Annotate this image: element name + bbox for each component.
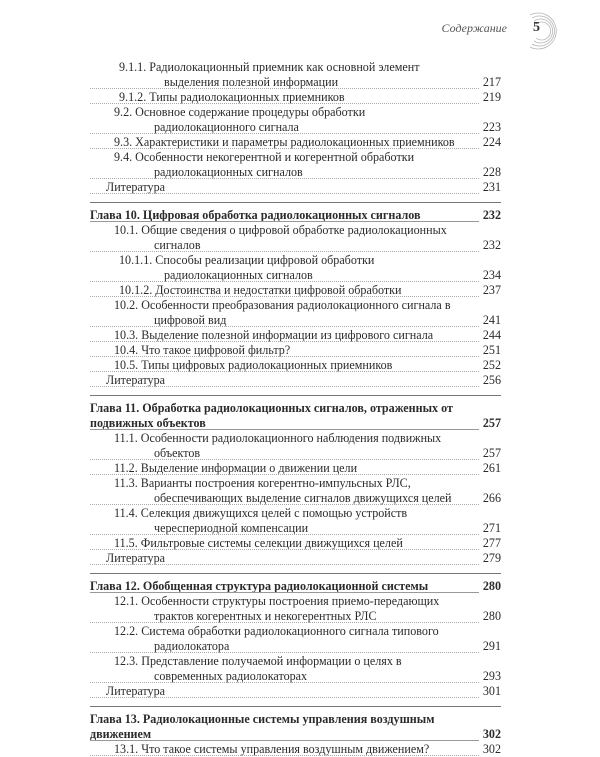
toc-page-number: 280	[479, 579, 501, 594]
toc-entry-text: Характеристики и параметры радиолокационных приемников	[135, 135, 455, 149]
toc-entry-text: Обобщенная структура радиолокационной системы	[142, 579, 429, 593]
toc-entry-text: Особенности структуры построения приемо-передающих трактов когерентных и некогерентных РЛС	[141, 594, 440, 623]
toc-entry-number: 11.1.	[114, 431, 138, 445]
toc-entry-title	[106, 551, 501, 566]
toc-entry	[90, 431, 501, 461]
toc-entry-text: Обработка радиолокационных сигналов, отраженных от подвижных объектов	[90, 401, 453, 430]
toc-literature	[90, 684, 501, 699]
toc-entry-number: 10.1.	[114, 223, 139, 237]
toc-entry-number: 13.1.	[114, 742, 139, 756]
toc-entry-title	[114, 461, 501, 476]
toc-entry-title	[90, 579, 501, 594]
toc-page-number: 261	[479, 461, 501, 476]
toc-entry-title	[90, 401, 501, 431]
toc-entry-title	[119, 60, 501, 90]
toc-entry-text: Селекция движущихся целей с помощью устройств череспериодной компенсации	[140, 506, 408, 535]
toc-page-number: 223	[479, 120, 501, 135]
toc-entry-title	[119, 283, 501, 298]
toc-entry-number: 10.4.	[114, 343, 139, 357]
page-header	[442, 20, 540, 36]
toc-entry-text: Типы цифровых радиолокационных приемников	[141, 358, 393, 372]
toc-entry-number: 9.2.	[114, 105, 133, 119]
toc-entry-title	[114, 223, 501, 253]
toc-entry-text: Способы реализации цифровой обработки радиолокационных сигналов	[155, 253, 375, 282]
toc-chapter	[90, 706, 501, 742]
toc-entry-number: 11.5.	[114, 536, 138, 550]
toc-entry-number: Глава 11.	[90, 401, 140, 415]
toc-page-number: 266	[479, 491, 501, 506]
toc-page-number: 256	[479, 373, 501, 388]
toc-entry-title	[114, 328, 501, 343]
toc-entry-title	[114, 431, 501, 461]
toc-page-number: 244	[479, 328, 501, 343]
toc-entry	[90, 461, 501, 476]
toc-page-number: 251	[479, 343, 501, 358]
toc-entry	[90, 90, 501, 105]
running-title: Содержание	[441, 20, 507, 35]
toc-entry-title	[114, 298, 501, 328]
toc-entry	[90, 536, 501, 551]
toc-entry-title	[114, 594, 501, 624]
toc-entry-number: 10.1.1.	[119, 253, 153, 267]
toc-literature	[90, 180, 501, 195]
toc-entry-text: Литература	[106, 551, 166, 565]
toc-entry-number: 9.3.	[114, 135, 133, 149]
toc-entry-number: 12.3.	[114, 654, 139, 668]
toc-entry	[90, 506, 501, 536]
toc-page-number: 252	[479, 358, 501, 373]
toc-entry-number: 11.3.	[114, 476, 138, 490]
toc-entry	[90, 283, 501, 298]
toc-page-number: 301	[479, 684, 501, 699]
toc-entry-text: Радиолокационные системы управления воздушным движением	[90, 712, 435, 741]
toc-entry-number: Глава 13.	[90, 712, 140, 726]
toc-literature	[90, 373, 501, 388]
toc-entry-text: Что такое системы управления воздушным движением?	[141, 742, 430, 756]
toc-entry-title	[106, 684, 501, 699]
toc-entry	[90, 358, 501, 373]
toc-entry-text: Литература	[106, 684, 166, 698]
page-number: 5	[533, 20, 540, 35]
toc-entry-number: 10.5.	[114, 358, 139, 372]
toc-entry-text: Достоинства и недостатки цифровой обработки	[155, 283, 402, 297]
toc-entry-text: Что такое цифровой фильтр?	[141, 343, 291, 357]
toc-page-number: 291	[479, 639, 501, 654]
toc-entry	[90, 135, 501, 150]
toc-entry	[90, 223, 501, 253]
toc-page-number: 271	[479, 521, 501, 536]
toc-entry-number: 10.3.	[114, 328, 139, 342]
toc-entry-text: Варианты построения когерентно-импульсных РЛС, обеспечивающих выделение сигналов движущихся целей	[140, 476, 452, 505]
toc-entry-text: Цифровая обработка радиолокационных сигналов	[142, 208, 421, 222]
toc-entry-text: Фильтровые системы селекции движущихся целей	[140, 536, 403, 550]
toc-entry-number: 10.2.	[114, 298, 139, 312]
toc-entry-title	[114, 150, 501, 180]
toc-page-number: 277	[479, 536, 501, 551]
toc-page-number: 293	[479, 669, 501, 684]
toc-entry-title	[114, 476, 501, 506]
toc-chapter	[90, 395, 501, 431]
toc-page-number: 232	[479, 208, 501, 223]
toc-entry-text: Типы радиолокационных приемников	[149, 90, 345, 104]
toc-entry	[90, 476, 501, 506]
toc-entry-text: Общие сведения о цифровой обработке радиолокационных сигналов	[141, 223, 447, 252]
toc-entry	[90, 298, 501, 328]
toc-entry	[90, 253, 501, 283]
toc-entry	[90, 105, 501, 135]
toc-chapter	[90, 573, 501, 594]
toc-entry	[90, 60, 501, 90]
toc-entry-title	[114, 654, 501, 684]
toc-page-number: 257	[479, 446, 501, 461]
toc-entry-number: 9.1.2.	[119, 90, 147, 104]
toc-entry	[90, 594, 501, 624]
toc-entry-text: Система обработки радиолокационного сигнала типового радиолокатора	[141, 624, 439, 653]
toc-entry-number: 10.1.2.	[119, 283, 153, 297]
toc-entry	[90, 343, 501, 358]
toc-entry-title	[106, 180, 501, 195]
toc-page-number: 219	[479, 90, 501, 105]
toc-page-number: 241	[479, 313, 501, 328]
toc-entry-number: 11.4.	[114, 506, 138, 520]
toc-page-number: 280	[479, 609, 501, 624]
toc-entry-title	[114, 135, 501, 150]
toc-entry-title	[114, 506, 501, 536]
toc-entry-number: 11.2.	[114, 461, 138, 475]
toc-entry-title	[90, 208, 501, 223]
toc-entry-text: Литература	[106, 373, 166, 387]
toc-entry-title	[114, 105, 501, 135]
toc-chapter	[90, 202, 501, 223]
toc-entry-title	[114, 343, 501, 358]
toc-entry-title	[90, 712, 501, 742]
toc-entry	[90, 624, 501, 654]
toc-entry-number: 9.1.1.	[119, 60, 147, 74]
toc-page-number: 228	[479, 165, 501, 180]
toc-page-number: 302	[479, 742, 501, 757]
toc-entry-title	[106, 373, 501, 388]
concentric-rings-icon	[522, 11, 562, 51]
toc-entry-text: Основное содержание процедуры обработки радиолокационного сигнала	[135, 105, 366, 134]
toc-entry	[90, 328, 501, 343]
toc-entry-number: 12.1.	[114, 594, 139, 608]
toc-entry-title	[114, 536, 501, 551]
toc-entry-text: Литература	[106, 180, 166, 194]
toc-entry-text: Радиолокационный приемник как основной элемент выделения полезной информации	[149, 60, 420, 89]
toc-entry-text: Выделение информации о движении цели	[140, 461, 358, 475]
toc-literature	[90, 551, 501, 566]
toc-entry-title	[119, 90, 501, 105]
toc-page-number: 302	[479, 727, 501, 742]
toc-page-number: 232	[479, 238, 501, 253]
toc-page-number: 257	[479, 416, 501, 431]
toc-entry-number: 9.4.	[114, 150, 133, 164]
toc-page-number: 224	[479, 135, 501, 150]
toc-entry-number: Глава 12.	[90, 579, 140, 593]
toc-entry-text: Особенности радиолокационного наблюдения подвижных объектов	[140, 431, 442, 460]
toc-entry-text: Представление получаемой информации о целях в современных радиолокаторах	[141, 654, 402, 683]
toc-page-number: 217	[479, 75, 501, 90]
toc-entry-text: Особенности некогерентной и когерентной обработки радиолокационных сигналов	[135, 150, 415, 179]
toc-entry-title	[119, 253, 501, 283]
toc-entry-number: 12.2.	[114, 624, 139, 638]
toc-page-number: 231	[479, 180, 501, 195]
toc-entry-title	[114, 358, 501, 373]
toc-entry-title	[114, 624, 501, 654]
toc-page-number: 279	[479, 551, 501, 566]
toc-entry-number: Глава 10.	[90, 208, 140, 222]
toc-entry	[90, 150, 501, 180]
toc-page-number: 237	[479, 283, 501, 298]
toc-entry-text: Особенности преобразования радиолокационного сигнала в цифровой вид	[141, 298, 451, 327]
toc-page-number: 234	[479, 268, 501, 283]
toc-entry-text: Выделение полезной информации из цифрового сигнала	[141, 328, 434, 342]
table-of-contents	[90, 60, 501, 757]
toc-entry	[90, 654, 501, 684]
